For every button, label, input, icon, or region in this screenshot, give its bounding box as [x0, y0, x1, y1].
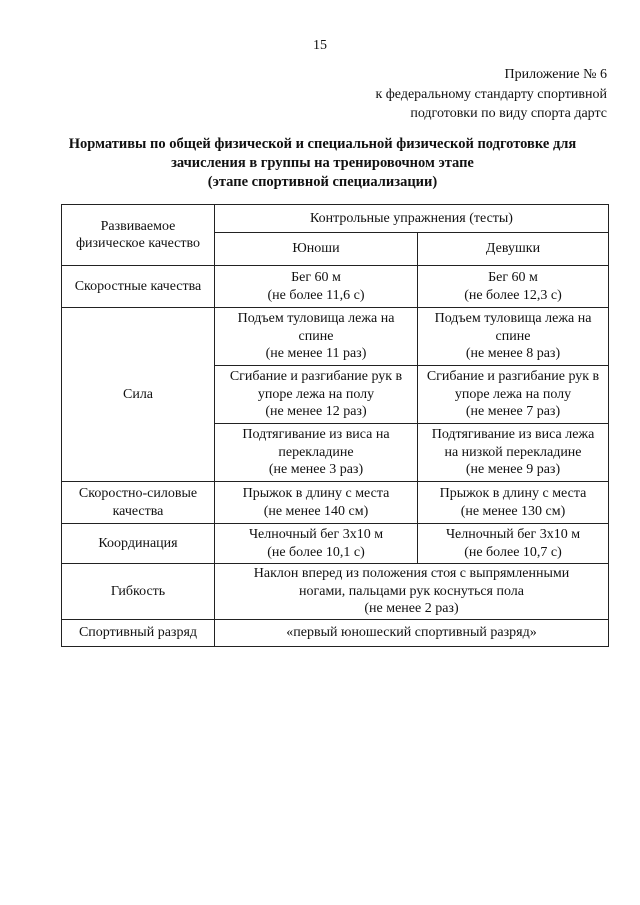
appendix-header	[375, 65, 607, 124]
cell-line: Сгибание и разгибание рук в	[426, 369, 600, 385]
header-quality-line: физическое качество	[75, 236, 201, 251]
table-row	[62, 564, 609, 620]
cell-girls	[418, 266, 609, 308]
cell-boys	[215, 266, 418, 308]
cell-line: Бег 60 м	[488, 270, 538, 285]
title-line: (этапе спортивной специализации)	[207, 174, 438, 190]
cell-quality	[62, 620, 215, 647]
page-number: 15	[313, 38, 327, 53]
table-header-row	[62, 205, 609, 233]
cell-line: Прыжок в длину с места	[439, 486, 587, 501]
cell-girls	[418, 366, 609, 424]
table-row	[62, 482, 609, 524]
cell-line: (не менее 8 раз)	[465, 346, 561, 362]
cell-boys	[215, 424, 418, 482]
cell-boys	[215, 482, 418, 524]
cell-girls	[418, 308, 609, 366]
cell-line: ногами, пальцами рук коснуться пола	[299, 583, 524, 599]
cell-line: Спортивный разряд	[78, 625, 198, 641]
cell-quality	[62, 564, 215, 620]
document-title	[40, 135, 605, 192]
cell-line: (не более 10,1 с)	[267, 544, 365, 560]
cell-line: перекладине	[278, 444, 354, 460]
cell-line: (не менее 140 см)	[263, 503, 369, 519]
cell-both	[215, 564, 609, 620]
header-boys: Юноши	[215, 233, 418, 266]
cell-line: Челночный бег 3х10 м	[248, 527, 384, 542]
cell-quality	[62, 308, 215, 482]
cell-line: (не более 10,7 с)	[464, 544, 562, 560]
cell-line: Скоростные качества	[74, 278, 202, 294]
cell-line: спине	[298, 328, 334, 344]
cell-quality	[62, 482, 215, 524]
cell-line: Подтягивание из виса на	[242, 427, 390, 443]
cell-line: спине	[495, 328, 531, 344]
cell-line: (не менее 2 раз)	[364, 601, 459, 617]
table-row	[62, 620, 609, 647]
cell-line: Координация	[98, 535, 178, 551]
cell-boys	[215, 308, 418, 366]
cell-quality	[62, 266, 215, 308]
cell-girls	[418, 524, 609, 564]
cell-line: на низкой перекладине	[444, 444, 582, 460]
cell-line: (не более 12,3 с)	[464, 287, 562, 303]
cell-line: Сгибание и разгибание рук в	[229, 369, 403, 385]
cell-line: (не менее 7 раз)	[465, 404, 561, 420]
cell-line: качества	[112, 503, 164, 519]
cell-quality	[62, 524, 215, 564]
cell-line: Бег 60 м	[291, 270, 341, 285]
title-line: зачисления в группы на тренировочном этапе	[171, 155, 474, 171]
cell-line: Подтягивание из виса лежа	[431, 427, 595, 443]
cell-line: Наклон вперед из положения стоя с выпрямленными	[253, 566, 570, 582]
cell-line: Прыжок в длину с места	[242, 486, 390, 501]
header-girls: Девушки	[418, 233, 609, 266]
cell-girls	[418, 424, 609, 482]
cell-line: Скоростно-силовые	[78, 486, 198, 501]
header-quality-line: Развиваемое	[100, 218, 176, 234]
cell-both	[215, 620, 609, 647]
appendix-line: к федеральному стандарту спортивной	[375, 86, 607, 102]
cell-line: Подъем туловища лежа на	[434, 311, 592, 327]
cell-line: (не менее 9 раз)	[465, 462, 561, 478]
cell-line: (не менее 130 см)	[460, 503, 566, 519]
norms-table	[61, 204, 609, 647]
cell-line: Подъем туловища лежа на	[237, 311, 395, 327]
cell-line: «первый юношеский спортивный разряд»	[286, 625, 537, 641]
cell-line: упоре лежа на полу	[454, 386, 572, 402]
appendix-line: подготовки по виду спорта дартс	[410, 106, 607, 121]
cell-line: (не менее 12 раз)	[265, 404, 367, 420]
cell-line: Гибкость	[110, 583, 166, 599]
appendix-line: Приложение № 6	[504, 67, 607, 82]
cell-boys	[215, 524, 418, 564]
table-row	[62, 524, 609, 564]
cell-line: (не более 11,6 с)	[267, 287, 365, 303]
table-row	[62, 266, 609, 308]
cell-line: (не менее 3 раз)	[268, 462, 364, 478]
header-quality	[62, 205, 215, 266]
cell-line: упоре лежа на полу	[257, 386, 375, 402]
header-tests: Контрольные упражнения (тесты)	[215, 205, 609, 233]
cell-girls	[418, 482, 609, 524]
table-row	[62, 308, 609, 366]
cell-boys	[215, 366, 418, 424]
title-line: Нормативы по общей физической и специальной физической подготовке для	[68, 136, 577, 152]
cell-line: (не менее 11 раз)	[265, 346, 367, 362]
cell-line: Сила	[122, 386, 154, 402]
cell-line: Челночный бег 3х10 м	[445, 527, 581, 542]
